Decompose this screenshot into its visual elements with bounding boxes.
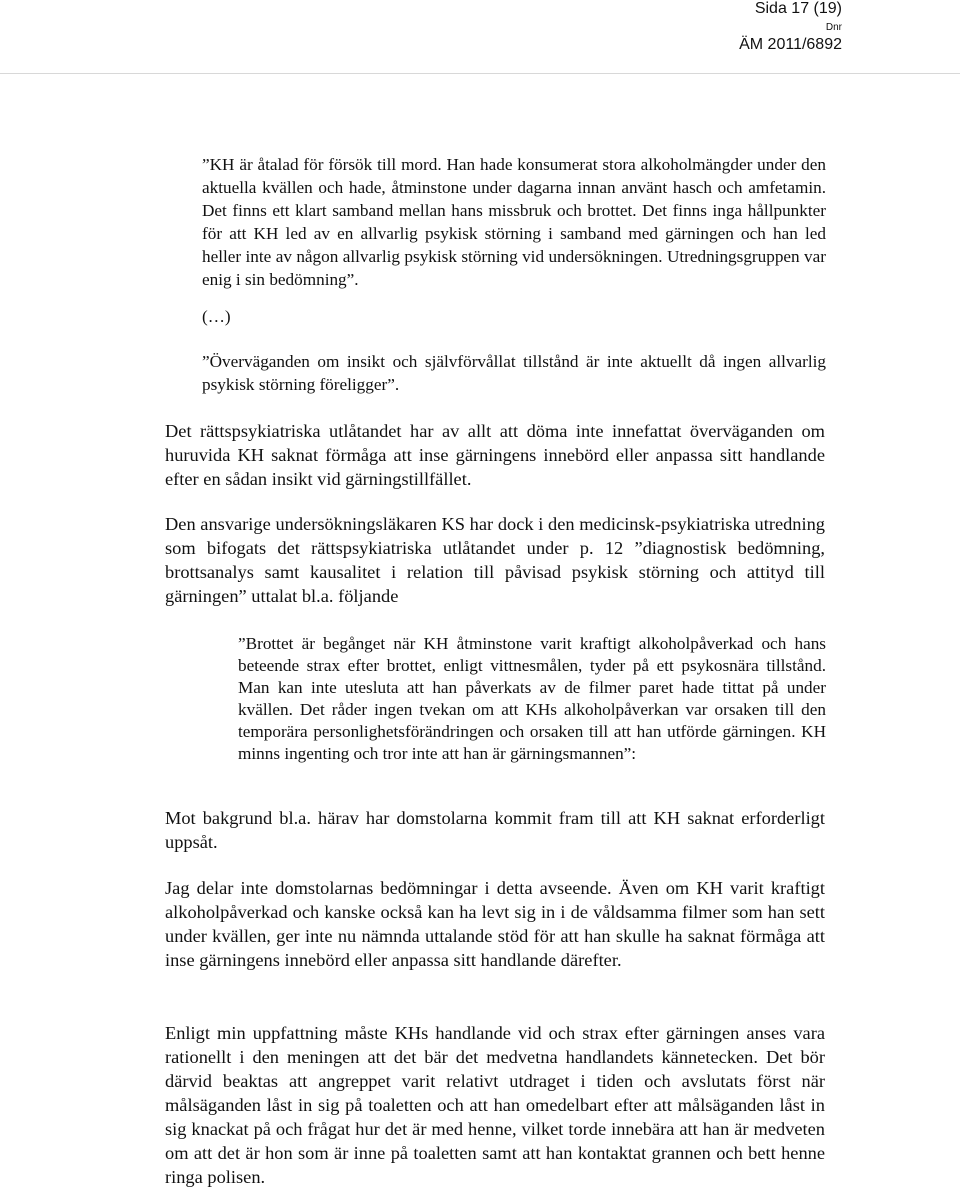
body-paragraph-4: Jag delar inte domstolarnas bedömningar i detta avseende. Även om KH varit kraftigt alkoholpåverkad och kanske också kan ha levt sig in i de våldsamma filmer som han sett under kvällen, ger inte nu nämnda uttalande stöd för att han skulle ha saknat förmåga att inse gärningens innebörd eller anpassa sitt handlande därefter. [165, 878, 825, 970]
body-paragraph-1: Det rättspsykiatriska utlåtandet har av allt att döma inte innefattat överväganden om huruvida KH saknat förmåga att inse gärningens innebörd eller anpassa sitt handlande efter en sådan insikt vid gärningstillfället. [165, 421, 825, 489]
quote-paragraph-1: ”KH är åtalad för försök till mord. Han hade konsumerat stora alkoholmängder under den aktuella kvällen och hade, åtminstone under dagarna innan använt hasch och amfetamin. Det finns ett klart samband mellan hans missbruk och brottet. Det finns inga hållpunkter för att KH led av en allvarlig psykisk störning i samband med gärningen och han led heller inte av någon allvarlig psykisk störning vid undersökningen. Utredningsgruppen var enig i sin bedömning”. [202, 155, 826, 289]
ellipsis-marker: (…) [202, 307, 231, 326]
quote-paragraph-2: ”Överväganden om insikt och självförvållat tillstånd är inte aktuellt då ingen allvarlig psykisk störning föreligger”. [202, 352, 826, 394]
header-divider [0, 73, 960, 74]
body-paragraph-5: Enligt min uppfattning måste KHs handlande vid och strax efter gärningen anses vara rationellt i den meningen att det bär det medvetna handlandets kännetecken. Det bör därvid beaktas att angreppet varit relativt utdraget i tiden och avslutats först när målsäganden låst in sig på toaletten och att han omedelbart efter att målsäganden låst in sig knackat på och frågat hur det är med henne, vilket torde innebära att han är medveten om att det är hon som är inne på toaletten samt att han kontaktat grannen och bett henne ringa polisen. [165, 1023, 825, 1187]
case-number: ÄM 2011/6892 [739, 36, 842, 53]
body-paragraph-3: Mot bakgrund bl.a. härav har domstolarna kommit fram till att KH saknat erforderligt uppsåt. [165, 808, 825, 852]
page-number: Sida 17 (19) [754, 0, 842, 17]
quote-paragraph-3: ”Brottet är begånget när KH åtminstone varit kraftigt alkoholpåverkad och hans beteende strax efter brottet, enligt vittnesmålen, tyder på ett psykosnära tillstånd. Man kan inte utesluta att han påverkats av de filmer paret hade tittat på under kvällen. Det råder ingen tvekan om att KHs alkoholpåverkan var orsaken till den temporära personlighetsförändringen och orsaken till att han utförde gärningen. KH minns ingenting och tror inte att han är gärningsmannen”: [238, 634, 826, 763]
body-paragraph-2: Den ansvarige undersökningsläkaren KS har dock i den medicinsk-psykiatriska utredning som bifogats det rättspsykiatriska utlåtandet under p. 12 ”diagnostisk bedömning, brottsanalys samt kausalitet i relation till påvisad psykisk störning och attityd till gärningen” uttalat bl.a. följande [165, 514, 825, 606]
dnr-label: Dnr [825, 22, 842, 33]
